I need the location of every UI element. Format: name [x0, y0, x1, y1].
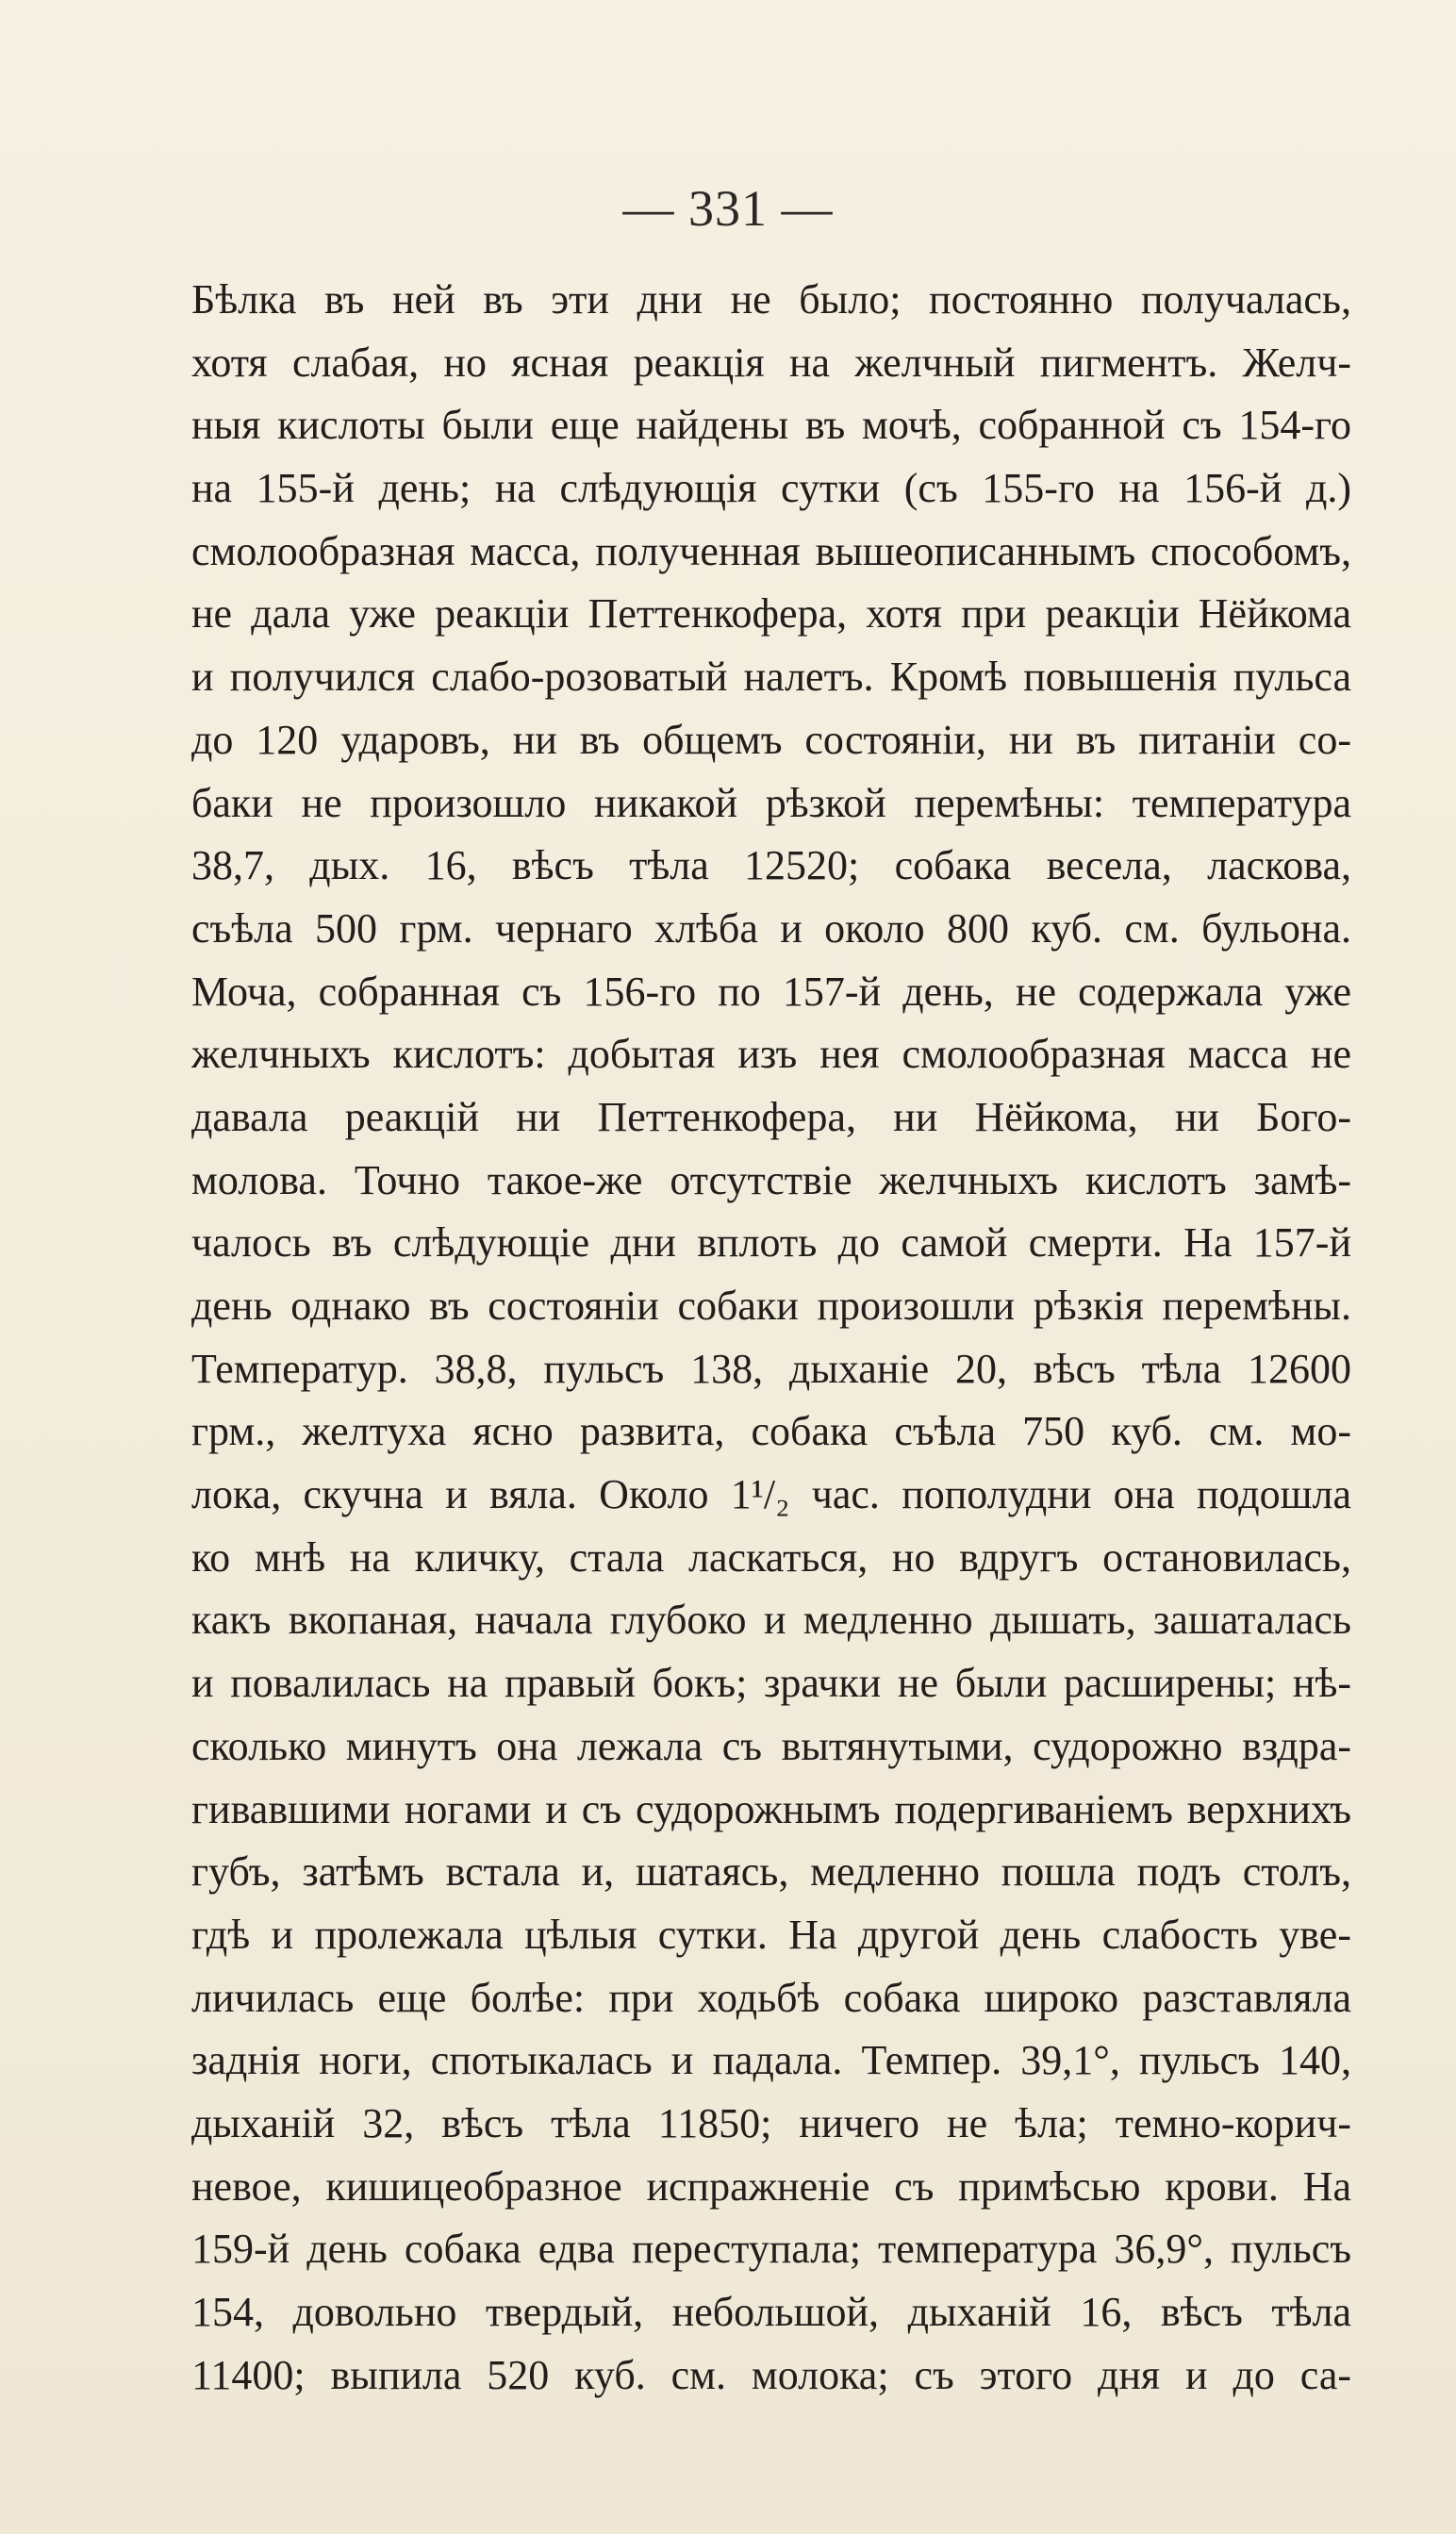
- text-line: ко мнѣ на кличку, стала ласкаться, но вдругъ остановилась,: [191, 1533, 1351, 1581]
- text-line: невое, кишицеобразное испражненіе съ примѣсью крови. На: [191, 2162, 1351, 2210]
- text-line: лока, скучна и вяла. Около 1¹/₂ час. пополудни она подошла: [191, 1471, 1351, 1518]
- text-line: смолообразная масса, полученная вышеописаннымъ способомъ,: [191, 527, 1351, 574]
- text-line: на 155-й день; на слѣдующія сутки (съ 155-го на 156-й д.): [191, 465, 1351, 512]
- text-line: 154, довольно твердый, небольшой, дыханій 16, вѣсъ тѣла: [191, 2289, 1351, 2335]
- text-line: Моча, собранная съ 156-го по 157-й день, не содержала уже: [191, 968, 1351, 1015]
- text-line: 38,7, дых. 16, вѣсъ тѣла 12520; собака весела, ласкова,: [191, 842, 1351, 889]
- text-line: и получился слабо-розоватый налетъ. Кромѣ повышенія пульса: [191, 654, 1351, 701]
- text-line: не дала уже реакціи Петтенкофера, хотя при реакціи Нёйкома: [191, 590, 1351, 638]
- text-line: хотя слабая, но ясная реакція на желчный пигментъ. Желч-: [191, 339, 1351, 386]
- text-line: 11400; выпила 520 куб. см. молока; съ этого дня и до са-: [191, 2351, 1351, 2398]
- text-line: Температур. 38,8, пульсъ 138, дыханіе 20, вѣсъ тѣла 12600: [191, 1345, 1351, 1392]
- text-line: заднія ноги, спотыкалась и падала. Темпер. 39,1°, пульсъ 140,: [191, 2037, 1351, 2084]
- body-text: [191, 269, 1351, 2407]
- page-number: — 331 —: [622, 180, 834, 237]
- text-line: давала реакцій ни Петтенкофера, ни Нёйкома, ни Бого-: [191, 1093, 1351, 1140]
- text-line: 159-й день собака едва переступала; температура 36,9°, пульсъ: [191, 2226, 1351, 2273]
- text-line: чалось въ слѣдующіе дни вплоть до самой смерти. На 157-й: [191, 1219, 1351, 1267]
- text-line: съѣла 500 грм. чернаго хлѣба и около 800 куб. см. бульона.: [191, 904, 1351, 952]
- text-line: грм., желтуха ясно развита, собака съѣла 750 куб. см. мо-: [191, 1408, 1351, 1455]
- text-line: желчныхъ кислотъ: добытая изъ нея смолообразная масса не: [191, 1031, 1351, 1078]
- text-line: день однако въ состояніи собаки произошли рѣзкія перемѣны.: [191, 1283, 1351, 1329]
- text-line: гивавшими ногами и съ судорожнымъ подергиваніемъ верхнихъ: [191, 1785, 1351, 1832]
- text-line: молова. Точно такое-же отсутствіе желчныхъ кислотъ замѣ-: [191, 1156, 1351, 1203]
- text-line: дыханій 32, вѣсъ тѣла 11850; ничего не ѣла; темно-корич-: [191, 2099, 1351, 2146]
- text-line: и повалилась на правый бокъ; зрачки не были расширены; нѣ-: [191, 1660, 1351, 1707]
- text-line: личилась еще болѣе: при ходьбѣ собака широко разставляла: [191, 1974, 1351, 2021]
- text-line: какъ вкопаная, начала глубоко и медленно дышать, зашаталась: [191, 1597, 1351, 1644]
- text-line: губъ, затѣмъ встала и, шатаясь, медленно пошла подъ столъ,: [191, 1848, 1351, 1896]
- text-line: до 120 ударовъ, ни въ общемъ состояніи, ни въ питаніи со-: [191, 716, 1351, 763]
- text-line: ныя кислоты были еще найдены въ мочѣ, собранной съ 154-го: [191, 402, 1351, 449]
- text-line: баки не произошло никакой рѣзкой перемѣны: температура: [191, 779, 1351, 826]
- text-line: Бѣлка въ ней въ эти дни не было; постоянно получалась,: [191, 276, 1351, 323]
- text-line: сколько минутъ она лежала съ вытянутыми, судорожно вздра-: [191, 1722, 1351, 1769]
- text-line: гдѣ и пролежала цѣлыя сутки. На другой день слабость уве-: [191, 1911, 1351, 1958]
